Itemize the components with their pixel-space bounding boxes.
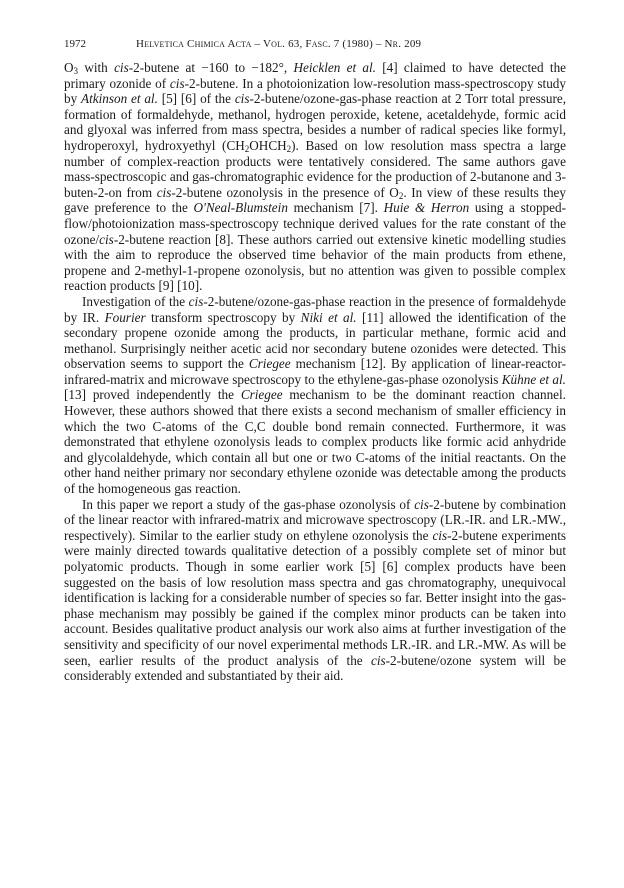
text-run: [4] claimed to have detected the primary ozonide of [64,60,567,91]
paragraph-2 [64,294,566,497]
text-run: [11] allowed the identification of the secondary propene ozonide among the products, in particular methane, formic acid and methanol. Surprisingly neither acetic acid nor secondary butene ozonides were detected. This observation seems to support the [64,309,566,372]
italic-term: Huie & Herron [383,200,470,216]
text-run: -2-butene/ozone-gas-phase reaction in the presence of formaldehyde by IR. [64,293,567,325]
paragraph-3 [64,497,566,684]
text-run: -2-butene by combination of the linear reactor with infrared-matrix and microwave spectroscopy (LR.-IR. and LR.-MW., respectively). Similar to the earlier study on ethylene ozonolysis the [64,496,566,543]
text-run: [13] proved independently the [64,387,241,403]
text-run: mechanism to be the dominant reaction channel. However, these authors showed that there exists a second mechanism of smaller efficiency in which the two C-atoms of the C,C double bond remain connected. Furthermore, it was demonstrated that ethylene ozonolysis leads to complex products like formic acid anhydride and glycolaldehyde, which contain all but one or two C-atoms of the initial reactants. On the other hand neither primary nor secondary ethylene ozonide was detectable among the products of the homogeneous gas reaction. [64,387,566,497]
paragraph-1 [64,60,566,294]
italic-term: Atkinson et al. [81,91,158,107]
text-run: mechanism [7]. [287,200,384,216]
italic-term: cis [432,527,448,543]
italic-term: cis [156,184,172,200]
italic-term: Kühne et al. [501,371,566,387]
subscript: 3 [73,66,79,76]
text-run: -2-butene ozonolysis in the presence of O [171,184,399,200]
journal-header: Helvetica Chimica Acta – Vol. 63, Fasc. 7 (1980) – Nr. 209 [136,38,422,50]
italic-term: cis [414,496,429,512]
text-run: [5] [6] of the [157,91,235,107]
text-run: -2-butene at −160 to −182°, [128,60,294,75]
text-run: with [78,60,115,75]
text-run: mechanism [12]. By application of linear-reactor-infrared-matrix and microwave spectroscopy to the ethylene-gas-phase ozonolysis [64,356,567,387]
italic-term: cis [234,91,250,107]
subscript: 2 [398,190,404,201]
italic-term: cis [114,60,129,75]
text-run: -2-butene/ozone-gas-phase reaction at 2 Torr total pressure, formation of formaldehyde, methanol, hydrogen peroxide, ketene, acetaldehyde, formic acid and glyoxal was inferred from mass spectra, besides a number of radical species like formyl, hydroperoxyl, hydroxyethyl (CH [64,91,566,153]
italic-term: cis [371,652,386,668]
text-run: . In view of these results they gave preference to the [64,184,566,216]
italic-term: Fourier [104,309,146,325]
text-run: -2-butene reaction [8]. These authors carried out extensive kinetic modelling studies with the aim to reproduce the observed time behavior of the main products from ethene, propene and 2-methyl-1-propene ozonolysis, but no attention was given to possible complex reaction products [9] [10]. [64,231,566,294]
italic-term: Criegee [240,387,283,403]
italic-term: Criegee [248,356,291,372]
text-run: In this paper we report a study of the gas-phase ozonolysis of [82,496,415,512]
running-head [64,38,566,54]
text-run: O [64,60,74,75]
text-run: transform spectroscopy by [145,309,301,325]
italic-term: O'Neal-Blumstein [193,200,288,216]
text-run: -2-butene/ozone system will be considerably extended and substantiated by their aid. [64,652,566,684]
text-run: OHCH [249,137,287,153]
subscript: 2 [286,143,292,154]
subscript: 2 [244,143,250,154]
italic-term: cis [169,75,185,91]
body-text [64,60,566,684]
italic-term: cis [99,231,114,247]
italic-term: Heicklen et al. [293,60,376,75]
text-run: using a stopped-flow/photoionization mass-spectroscopy technique derived values for the rate constant of the ozone/ [64,200,566,247]
text-run: ). Based on low resolution mass spectra a large number of complex-reaction products were tentatively considered. The same authors gave mass-spectroscopic and gas-chromatographic evidence for the production of 2-butanone and 3-buten-2-on from [64,137,566,200]
page-number: 1972 [64,38,86,50]
italic-term: Niki et al. [300,309,357,325]
italic-term: cis [188,293,204,309]
text-run: Investigation of the [82,293,189,309]
text-run: -2-butene. In a photoionization low-resolution mass-spectroscopy study by [64,75,566,107]
text-run: -2-butene experiments were mainly directed towards qualitative detection of a possibly complete set of minor but polyatomic products. Though in some earlier work [5] [6] complex products have been suggested on the basis of low resolution mass spectra and gas chromatography, unequivocal identification is lacking for a considerable number of species so far. Better insight into the gas-phase mechanism may possibly be gained if the complex minor products can be taken into account. Besides qualitative product analysis our work also aims at further investigation of the sensitivity and specificity of our novel experimental methods LR.-IR. and LR.-MW. As will be seen, earlier results of the product analysis of the [64,527,566,668]
